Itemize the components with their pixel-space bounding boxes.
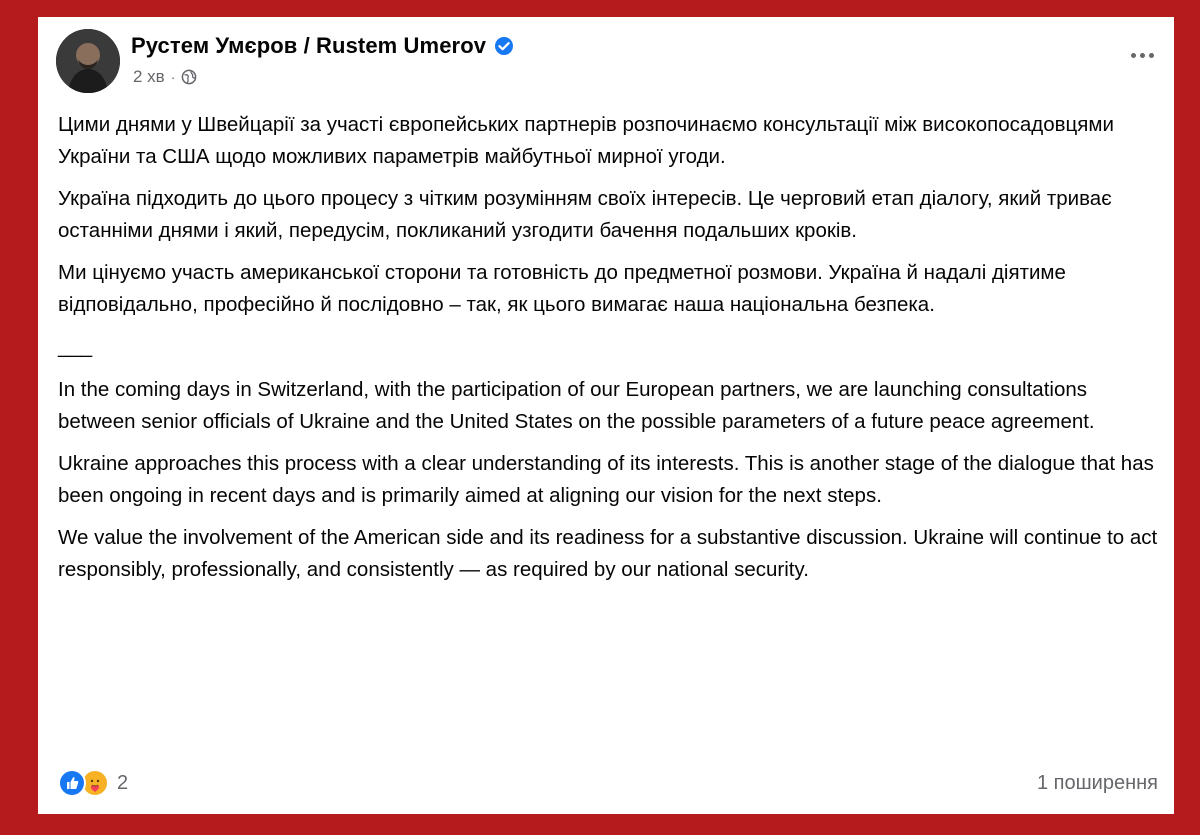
menu-dot	[1131, 53, 1136, 58]
paragraph-uk-3: Ми цінуємо участь американської сторони та готовність до предметної розмови. Україна й надалі діятиме відповідально, професійно й послідовно – так, як цього вимагає наша національна безпека.	[58, 261, 1066, 316]
globe-icon[interactable]	[181, 69, 197, 85]
profile-photo-icon	[56, 29, 120, 93]
like-icon	[58, 769, 86, 797]
reactions-summary[interactable]	[58, 769, 128, 797]
menu-dot	[1149, 53, 1154, 58]
post-meta	[133, 67, 197, 87]
reaction-count: 2	[117, 771, 129, 794]
post-timestamp[interactable]: 2 хв	[133, 67, 165, 86]
author-row	[131, 33, 514, 59]
menu-dot	[1140, 53, 1145, 58]
verified-badge-icon	[494, 36, 514, 56]
more-options-icon[interactable]	[1124, 45, 1160, 65]
language-separator: ___	[58, 335, 93, 358]
post-card	[38, 17, 1174, 814]
shares-count[interactable]: 1 поширення	[1036, 772, 1158, 794]
paragraph-uk-2: Україна підходить до цього процесу з чітким розумінням своїх інтересів. Це черговий етап діалогу, який триває останніми днями і який, передусім, покликаний узгодити бачення подальших кроків.	[58, 187, 1112, 242]
paragraph-uk-1: Цими днями у Швейцарії за участі європейських партнерів розпочинаємо консультації між високопосадовцями України та США щодо можливих параметрів майбутньої мирної угоди.	[58, 113, 1114, 168]
meta-separator: ·	[170, 69, 176, 85]
post-text	[58, 109, 1164, 596]
avatar[interactable]	[56, 29, 120, 93]
paragraph-en-3: We value the involvement of the American side and its readiness for a substantive discussion. Ukraine will continue to act responsibly, professionally, and consistently — as required by our national security.	[58, 526, 1158, 581]
author-name[interactable]: Рустем Умєров / Rustem Umerov	[131, 33, 487, 58]
paragraph-en-2: Ukraine approaches this process with a clear understanding of its interests. This is another stage of the dialogue that has been ongoing in recent days and is primarily aimed at aligning our vision for the next steps.	[58, 452, 1154, 507]
paragraph-en-1: In the coming days in Switzerland, with the participation of our European partners, we are launching consultations between senior officials of Ukraine and the United States on the possible parameters of a future peace agreement.	[58, 378, 1095, 433]
